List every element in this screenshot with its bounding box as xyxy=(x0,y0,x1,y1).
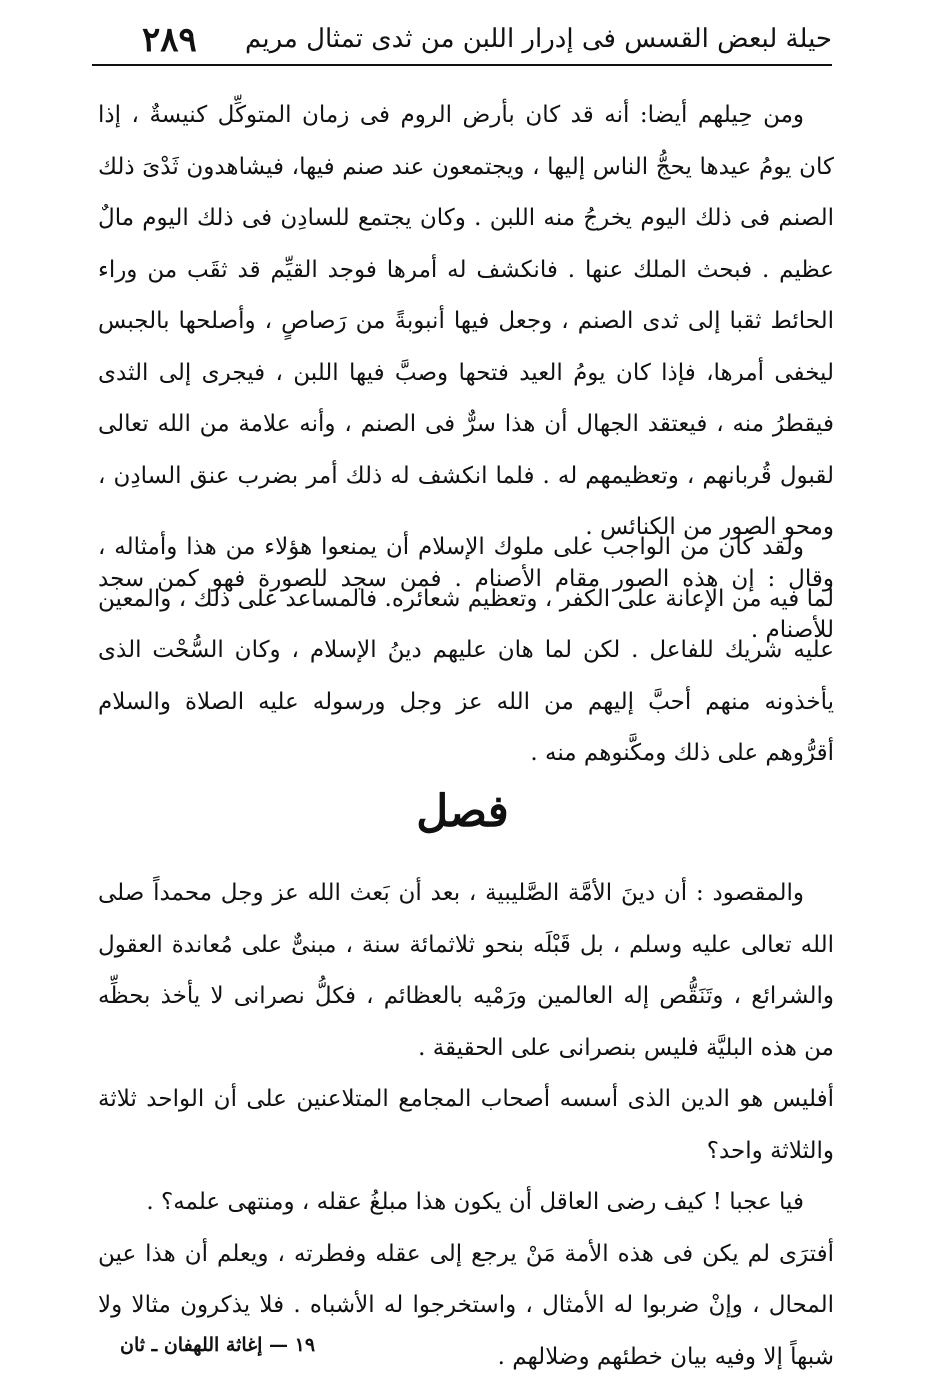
text-block-3 xyxy=(98,868,834,1383)
header-rule xyxy=(92,64,832,66)
section-heading xyxy=(0,786,925,837)
section-heading-text: فصل xyxy=(416,786,509,837)
paragraph: وقال : إن هذه الصور مقام الأصنام . فمن سجد للصورة فهو كمن سجد للأصنام . xyxy=(98,554,834,657)
text-block-2 xyxy=(98,522,834,780)
page-header xyxy=(92,14,832,62)
paragraph: ولقد كان من الواجب على ملوك الإسلام أن يمنعوا هؤلاء من هذا وأمثاله ، لما فيه من الإعانة على الكفر ، وتعظيم شعائره. فالمساعد على ذلك ، والمعين عليه شريك للفاعل . لكن لما هان عليهم دينُ الإسلام ، وكان السُّحْت الذى يأخذونه منهم أحبَّ إليهم من الله عز وجل ورسوله عليه الصلاة والسلام أقرُّوهم على ذلك ومكَّنوهم منه . xyxy=(98,522,834,780)
paragraph: فيا عجبا ! كيف رضى العاقل أن يكون هذا مبلغُ عقله ، ومنتهى علمه؟ . xyxy=(98,1177,834,1229)
running-title: حيلة لبعض القسس فى إدرار اللبن من ثدى تمثال مريم xyxy=(245,24,832,54)
signature-mark: ١٩ — إغاثة اللهفان ـ ثان xyxy=(120,1334,315,1356)
paragraph: والمقصود : أن دينَ الأمَّة الصَّليبية ، بعد أن بَعث الله عز وجل محمداً صلى الله تعالى عليه وسلم ، بل قَبْلَه بنحو ثلاثمائة سنة ، مبنىٌّ على مُعاندة العقول والشرائع ، وتَنَقُّص إله العالمين ورَمْيه بالعظائم ، فكلُّ نصرانى لا يأخذ بحظِّه من هذه البليَّة فليس بنصرانى على الحقيقة . xyxy=(98,868,834,1074)
page-number: ٢٨٩ xyxy=(142,20,197,60)
paragraph: ومن حِيلهم أيضا: أنه قد كان بأرض الروم فى زمان المتوكِّل كنيسةٌ ، إذا كان يومُ عيدها يحجُّ الناس إليها ، ويجتمعون عند صنم فيها، فيشاهدون ثَدْىَ ذلك الصنم فى ذلك اليوم يخرجُ منه اللبن . وكان يجتمع للسادِن فى ذلك اليوم مالٌ عظيم . فبحث الملك عنها . فانكشف له أمرها فوجد القيِّم قد ثقَب من وراء الحائط ثقبا إلى ثدى الصنم ، وجعل فيها أنبوبةً من رَصاصٍ ، وأصلحها بالجبس ليخفى أمرها، فإذا كان يومُ العيد فتحها وصبَّ فيها اللبن ، فيجرى إلى الثدى فيقطرُ منه ، فيعتقد الجهال أن هذا سرٌّ فى الصنم ، وأنه علامة من الله تعالى لقبول قُربانهم ، وتعظيمهم له . فلما انكشف له ذلك أمر بضرب عنق السادِن ، ومحو الصور من الكنائس . xyxy=(98,90,834,554)
paragraph: أفليس هو الدين الذى أسسه أصحاب المجامع المتلاعنين على أن الواحد ثلاثة والثلاثة واحد؟ xyxy=(98,1074,834,1177)
paragraph: أفترَى لم يكن فى هذه الأمة مَنْ يرجع إلى عقله وفطرته ، ويعلم أن هذا عين المحال ، وإنْ ضربوا له الأمثال ، واستخرجوا له الأشباه . فلا يذكرون مثالا ولا شبهاً إلا وفيه بيان خطئهم وضلالهم . xyxy=(98,1229,834,1383)
